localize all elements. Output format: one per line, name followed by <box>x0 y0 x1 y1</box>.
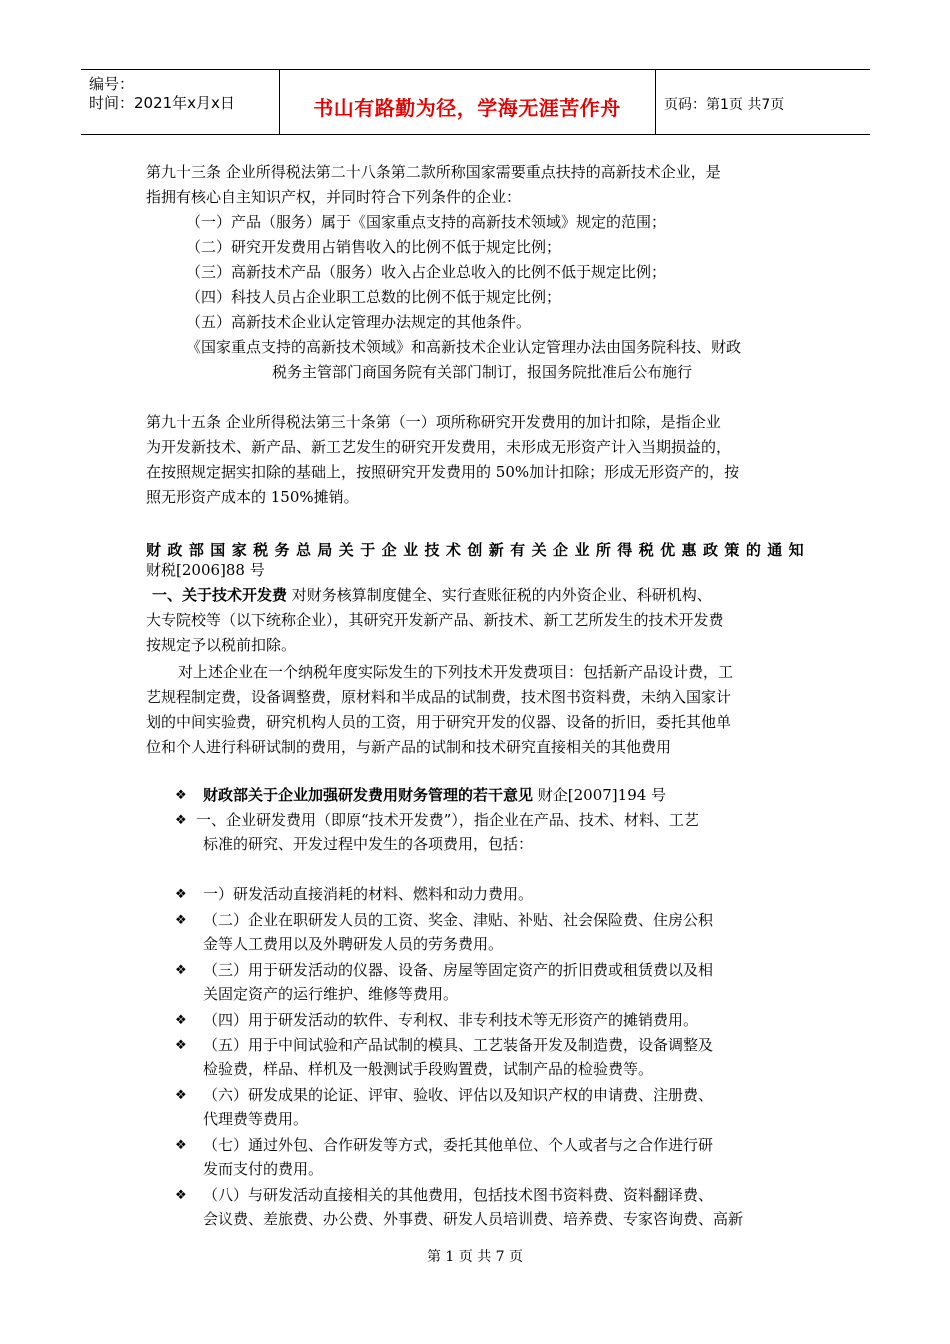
bullet-icon: ❖ <box>175 913 187 928</box>
notice-paragraph-2-line: 对上述企业在一个纳税年度实际发生的下列技术开发费项目：包括新产品设计费，工 <box>178 663 734 681</box>
article-93-line: 第九十三条 企业所得税法第二十八条第二款所称国家需要重点扶持的高新技术企业，是 <box>146 163 721 181</box>
notice-paragraph-2-line: 艺规程制定费，设备调整费，原材料和半成品的试制费，技术图书资料费，未纳入国家计 <box>146 688 732 706</box>
header-meta <box>81 70 280 134</box>
notice-paragraph-2-line: 划的中间实验费，研究机构人员的工资，用于研究开发的仪器、设备的折旧，委托其他单 <box>146 713 732 731</box>
opinion-item-line: 一）研发活动直接消耗的材料、燃料和动力费用。 <box>203 885 534 903</box>
notice-section1-first-line <box>146 585 712 605</box>
notice-section1-lead: 对财务核算制度健全、实行查账征税的内外资企业、科研机构、 <box>287 586 712 604</box>
opinion-item-line: 关固定资产的运行维护、维修等费用。 <box>203 985 459 1003</box>
opinion-item-line: （八）与研发活动直接相关的其他费用，包括技术图书资料费、资料翻译费、 <box>203 1186 714 1204</box>
page-footer: 第 1 页 共 7 页 <box>426 1249 524 1265</box>
opinion-item-line: 发而支付的费用。 <box>203 1160 324 1178</box>
notice-section1-line: 大专院校等（以下统称企业），其研究开发新产品、新技术、新工艺所发生的技术开发费 <box>146 611 724 629</box>
notice-section1-line: 按规定予以税前扣除。 <box>146 636 297 654</box>
article-95-line: 照无形资产成本的 150%摊销。 <box>146 488 359 506</box>
notice-title: 财 政 部 国 家 税 务 总 局 关 于 企 业 技 术 创 新 有 关 企 业 所 得 税 优 惠 政 策 的 通 知 <box>146 541 805 559</box>
article-95-line: 为开发新技术、新产品、新工艺发生的研究开发费用，未形成无形资产计入当期损益的， <box>146 438 732 456</box>
notice-section1-heading: 一、关于技术开发费 <box>152 586 288 604</box>
opinion-item-line: （四）用于研发活动的软件、专利权、非专利技术等无形资产的摊销费用。 <box>203 1011 699 1029</box>
document-number-label: 编号： <box>89 75 135 93</box>
opinion-item-line: （六）研发成果的论证、评审、验收、评估以及知识产权的申请费、注册费、 <box>203 1086 714 1104</box>
article-93-line: 指拥有核心自主知识产权，并同时符合下列条件的企业： <box>146 188 522 206</box>
notice-paragraph-2-line: 位和个人进行科研试制的费用，与新产品的试制和技术研究直接相关的其他费用 <box>146 738 672 756</box>
bullet-icon: ❖ <box>175 1013 187 1028</box>
opinion-item-line: （二）企业在职研发人员的工资、奖金、津贴、补贴、社会保险费、住房公积 <box>203 911 714 929</box>
document-time-label: 时间：2021年x月x日 <box>89 94 235 112</box>
opinion-item-line: （三）用于研发活动的仪器、设备、房屋等固定资产的折旧费或租赁费以及相 <box>203 961 714 979</box>
bullet-icon: ❖ <box>175 788 187 803</box>
bullet-icon: ❖ <box>175 813 187 828</box>
bullet-icon: ❖ <box>175 1088 187 1103</box>
opinion-item-line: 会议费、差旅费、办公费、外事费、研发人员培训费、培养费、专家咨询费、高新 <box>203 1210 744 1228</box>
article-93-line: （一）产品（服务）属于《国家重点支持的高新技术领域》规定的范围； <box>186 213 667 231</box>
article-93-line: 《国家重点支持的高新技术领域》和高新技术企业认定管理办法由国务院科技、财政 <box>186 338 742 356</box>
opinion-title: 财政部关于企业加强研发费用财务管理的若干意见 <box>203 786 534 804</box>
article-93-line: （三）高新技术产品（服务）收入占企业总收入的比例不低于规定比例； <box>186 263 667 281</box>
opinion-item-line: 检验费，样品、样机及一般测试手段购置费，试制产品的检验费等。 <box>203 1060 654 1078</box>
opinion-item-line: 代理费等费用。 <box>203 1110 309 1128</box>
bullet-icon: ❖ <box>175 963 187 978</box>
article-93-line: （五）高新技术企业认定管理办法规定的其他条件。 <box>186 313 532 331</box>
article-93-line: （二）研究开发费用占销售收入的比例不低于规定比例； <box>186 238 562 256</box>
opinion-doc-no: 财企[2007]194 号 <box>533 786 667 804</box>
article-95-line: 第九十五条 企业所得税法第三十条第（一）项所称研究开发费用的加计扣除，是指企业 <box>146 413 721 431</box>
bullet-icon: ❖ <box>175 1188 187 1203</box>
notice-doc-no: 财税[2006]88 号 <box>146 561 265 579</box>
header-motto-cell <box>279 70 656 134</box>
bullet-icon: ❖ <box>175 1038 187 1053</box>
opinion-item-line: 标准的研究、开发过程中发生的各项费用，包括： <box>203 835 534 853</box>
page-header <box>81 69 870 135</box>
article-93-line: （四）科技人员占企业职工总数的比例不低于规定比例； <box>186 288 562 306</box>
opinion-item-line: （五）用于中间试验和产品试制的模具、工艺装备开发及制造费，设备调整及 <box>203 1036 714 1054</box>
article-93-line: 税务主管部门商国务院有关部门制订，报国务院批准后公布施行 <box>272 363 693 381</box>
header-page-info: 页码：第1页 共7页 <box>664 97 785 113</box>
header-motto: 书山有路勤为径，学海无涯苦作舟 <box>313 96 621 120</box>
bullet-icon: ❖ <box>175 887 187 902</box>
article-95-line: 在按照规定据实扣除的基础上，按照研究开发费用的 50%加计扣除；形成无形资产的，按 <box>146 463 740 481</box>
opinion-item-line: 金等人工费用以及外聘研发人员的劳务费用。 <box>203 935 504 953</box>
bullet-icon: ❖ <box>175 1138 187 1153</box>
opinion-title-line <box>203 785 666 805</box>
opinion-item-line: （七）通过外包、合作研发等方式，委托其他单位、个人或者与之合作进行研 <box>203 1136 714 1154</box>
opinion-item-line: 一、企业研发费用（即原“技术开发费”），指企业在产品、技术、材料、工艺 <box>196 811 699 829</box>
